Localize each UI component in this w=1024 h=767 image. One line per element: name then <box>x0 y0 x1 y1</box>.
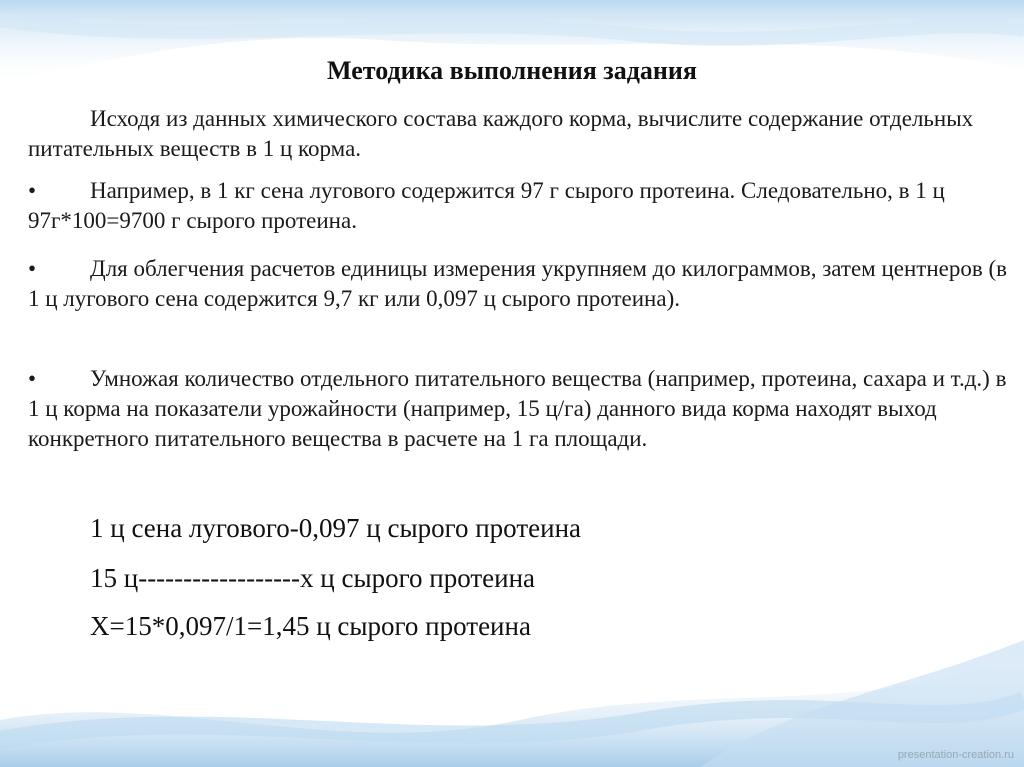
bullet-marker: • <box>28 366 37 391</box>
bullet-marker: • <box>28 178 37 203</box>
bullet-text: Умножая количество отдельного питательного вещества (например, протеина, сахара и т.д.) в 1 ц корма на показатели урожайности (например, 15 ц/га) данного вида корма находят выход конкретного питательного вещества в расчете на 1 га площади. <box>28 366 1007 451</box>
footer-watermark: presentation-creation.ru <box>897 749 1014 761</box>
bullet-item-3 <box>28 364 1008 454</box>
intro-text: Исходя из данных химического состава каждого корма, вычислите содержание отдельных питательных веществ в 1 ц корма. <box>28 106 974 161</box>
slide-title: Методика выполнения задания <box>327 56 697 85</box>
formula-line-2: 15 ц------------------х ц сырого протеина <box>90 563 536 593</box>
intro-paragraph <box>28 104 1008 164</box>
bullet-marker: • <box>28 256 37 281</box>
bullet-item-2 <box>28 254 1008 314</box>
bullet-item-1 <box>28 176 1008 236</box>
bullet-text: Например, в 1 кг сена лугового содержится 97 г сырого протеина. Следовательно, в 1 ц 97г*100=9700 г сырого протеина. <box>28 178 945 233</box>
formula-line-3: Х=15*0,097/1=1,45 ц сырого протеина <box>90 611 531 641</box>
formula-line-1: 1 ц сена лугового-0,097 ц сырого протеина <box>90 513 581 543</box>
bullet-text: Для облегчения расчетов единицы измерения укрупняем до килограммов, затем центнеров (в 1 ц лугового сена содержится 9,7 кг или 0,097 ц сырого протеина). <box>28 256 1007 311</box>
